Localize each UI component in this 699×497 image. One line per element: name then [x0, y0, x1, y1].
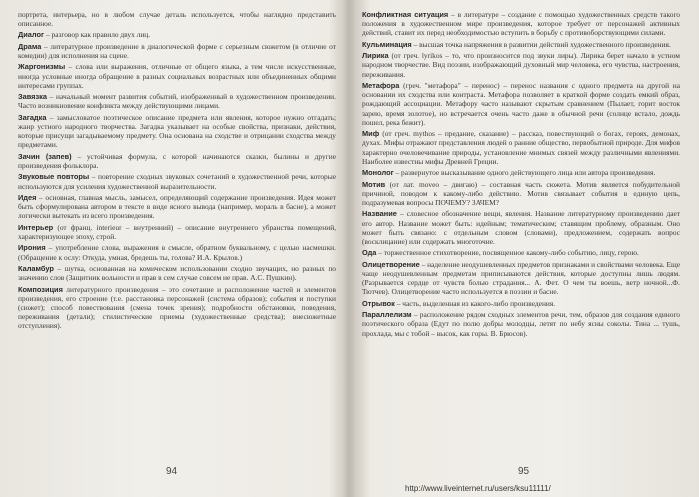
glossary-term: Лирика	[362, 51, 389, 61]
glossary-term: Монолог	[362, 168, 394, 178]
glossary-definition: – употребление слова, выражения в смысле, обратном буквальному, с целью насмешки. (Обращение к ослу: Откуда, умная, бредешь ты, голова? И.А. Крылов.)	[18, 243, 336, 262]
glossary-definition: (от греч. lyrikos – то, что произносится под звуки лиры). Лирика берет начало в устном народном творчестве. Вид поэзии, изображающий духовный мир человека, его чувства, настроения, переживания.	[362, 51, 680, 79]
glossary-term: Метафора	[362, 80, 400, 90]
glossary-term: Зачин (запев)	[18, 151, 72, 161]
glossary-definition: – высшая точка напряжения в развитии действий художественного произведения.	[411, 39, 671, 49]
glossary-term: Диалог	[18, 30, 45, 40]
glossary-entry	[18, 264, 336, 282]
glossary-entry	[18, 62, 336, 90]
glossary-term: Мотив	[362, 179, 386, 189]
glossary-entry	[362, 81, 680, 127]
glossary-definition: (греч. "метафора" – перенос) – перенос названия с одного предмета на другой на основании их сходства или контраста. Метафора позволяет в краткой форме создать емкий образ, рождающий ассоциации. Метафору часто называют скрытым сравнением (Пылает, горит восток зарею, время золотое), но встречается очень часто даже в обычной речи (солнце встало, дождь пошел, река бежит).	[362, 80, 680, 127]
glossary-entry	[18, 30, 336, 39]
glossary-definition: – разговор как правило двух лиц.	[44, 30, 151, 40]
glossary-entry	[362, 209, 680, 246]
glossary-entry	[18, 42, 336, 60]
glossary-entry	[18, 113, 336, 150]
glossary-term: Отрывок	[362, 298, 395, 308]
glossary-term: Миф	[362, 129, 380, 139]
glossary-entry	[18, 172, 336, 190]
glossary-term: Интерьер	[18, 222, 54, 232]
glossary-entry	[362, 310, 680, 338]
glossary-definition: (от франц. interieur – внутренний) – описание внутреннего убранства помещений, характеризующее эпоху, строй.	[18, 222, 336, 241]
right-glossary-list	[362, 10, 680, 338]
glossary-entry	[362, 260, 680, 297]
glossary-entry	[362, 40, 680, 49]
glossary-definition: – торжественное стихотворение, посвященное какому-либо событию, лицу, герою.	[376, 248, 639, 258]
glossary-definition: – слова или выражения, отличные от общего языка, а тем числе искусственные, иногда условные иногда обращение в разных социальных возрастных или объединенных общими интересами группах.	[18, 62, 336, 90]
glossary-term: Драма	[18, 41, 42, 51]
glossary-definition: – устойчивая формула, с которой начинаются сказки, былины и другие произведения фольклора.	[18, 151, 336, 170]
left-page	[18, 10, 336, 472]
glossary-entry	[18, 223, 336, 241]
glossary-term: Загадка	[18, 112, 47, 122]
glossary-entry	[18, 92, 336, 110]
glossary-entry	[18, 152, 336, 170]
glossary-definition: – основная, главная мысль, замысел, определяющий содержание произведения. Идея может быть сформулирована автором в тексте в виде ясного вывода (например, мораль в басне), а может логически вытекать из всего произведения.	[18, 192, 336, 221]
glossary-term: Кульминация	[362, 39, 412, 49]
glossary-entry	[362, 10, 680, 38]
glossary-term: Композиция	[18, 284, 63, 294]
glossary-definition: – наделение неодушевленных предметов признаками и свойствами человека. Еще чаще неодушевленным предметам приписываются действия, которые доступны лишь людям. (Разрывается сердце от чувств болью страдания... А. Фет. О чем ты воешь, ветр ночной...Ф. Тютчев). Олицетворение часто используется в поэзии и басне.	[362, 259, 680, 297]
glossary-definition: – литературное произведение в диалогической форме с серьезным сюжетом (в отличие от комедии) для исполнения на сцене.	[18, 41, 336, 60]
glossary-term: Завязка	[18, 92, 47, 102]
glossary-entry	[362, 168, 680, 177]
glossary-term: Звуковые повторы	[18, 172, 90, 182]
glossary-entry	[362, 248, 680, 257]
glossary-term: Название	[362, 209, 397, 219]
glossary-definition: литературного произведения – это сочетание и расположение частей и элементов произведения, его строение (т.е. расстановка персонажей (система образов); события и поступки (сюжет); способ повествования (смена точек зрения); подробности обстановки, поведения, переживания (детали); стилистические приемы (художественные средства); внесюжетные отступления).	[18, 284, 336, 331]
glossary-term: Идея	[18, 192, 37, 202]
glossary-term: Конфликтная ситуация	[362, 10, 449, 19]
glossary-definition: – в литературе – создание с помощью художественных средств такого положения в художественном мире произведения, которое требует от персонажей активных действий, ставит их перед необходимостью вступить в борьбу с противоборствующими силами.	[362, 10, 680, 38]
glossary-entry	[18, 243, 336, 261]
glossary-definition: (от греч. mythos – предание, сказание) – рассказ, повествующий о богах, героях, демонах, духах. Мифы отражают представления людей о ранние общество, первобытной природе. Для мифов характерно очеловечивание природы, установление мнимых связей между различными явлениями. Наиболее известны мифы Древней Греции.	[362, 129, 680, 166]
glossary-term: Параллелизм	[362, 310, 412, 320]
glossary-entry	[362, 180, 680, 208]
glossary-entry	[362, 129, 680, 166]
glossary-term: Каламбур	[18, 263, 54, 273]
left-page-continuation: портрета, интерьера, но в любом случае деталь используется, чтобы наглядно представить описанное.	[18, 10, 336, 29]
glossary-entry	[18, 285, 336, 331]
glossary-entry	[362, 299, 680, 308]
glossary-definition: – развернутое высказывание одного действующего лица или автора произведения.	[393, 168, 656, 178]
glossary-entry	[18, 193, 336, 221]
glossary-definition: – начальный момент развития событий, изображенный в художественном произведении. Часто возникновение конфликта между действующими лицами.	[18, 92, 336, 111]
glossary-term: Олицетворение	[362, 259, 420, 269]
glossary-definition: – часть, выделенная из какого-либо произведения.	[394, 298, 556, 308]
right-page-number: 95	[518, 466, 530, 477]
glossary-definition: – повторение сходных звуковых сочетаний в художественной речи, которые используются для усиления художественной выразительности.	[18, 172, 336, 191]
book-fold	[343, 0, 355, 497]
glossary-definition: – расположение рядом сходных элементов речи, тем, образов для создания единого поэтического образа (Едут по полю добры молодцы, летят по небу ясны соколы. Тина ... тушь, прохлада, мы с тобой – высок, как горы. В. Брюсов).	[362, 310, 680, 338]
glossary-entry	[362, 51, 680, 79]
right-page	[362, 10, 680, 472]
glossary-definition: (от лат. moveo – двигаю) – составная часть сюжета. Мотив является побудительной причиной, поводом к какому-либо действию. Мотив связывает события в единую цепь, подразумевая вопросы ПОЧЕМУ? ЗАЧЕМ?	[362, 179, 680, 207]
watermark-url: http://www.liveinternet.ru/users/ksu11111/	[405, 484, 551, 493]
glossary-term: Ода	[362, 248, 377, 258]
glossary-definition: – словесное обозначение вещи, явления. Название литературному произведению дает его автор. Название может быть: идейным; тематическим; ставящим проблему, образным. Оно может быть связано: с отдельным словом (словами), предложением, содержать вопрос (восклицание) или содержать многоточие.	[362, 209, 680, 246]
glossary-definition: – замысловатое поэтическое описание предмета или явления, которое нужно отгадать; жанр устного народного творчества. Загадка указывает на особые свойства, признаки, действия, которые присущи загадываемому предмету. Она основана на сходстве и отрицании сходства между предметами.	[18, 112, 336, 150]
glossary-term: Ирония	[18, 243, 46, 253]
glossary-term: Жаргонизмы	[18, 62, 66, 72]
left-glossary-list	[18, 30, 336, 330]
glossary-definition: – шутка, основанная на комическом использовании сходно звучащих, но разных по значению слов (Защитник вольности и прав в сем случае совсем не прав. А.С. Пушкин).	[18, 263, 336, 283]
left-page-number: 94	[166, 466, 178, 477]
